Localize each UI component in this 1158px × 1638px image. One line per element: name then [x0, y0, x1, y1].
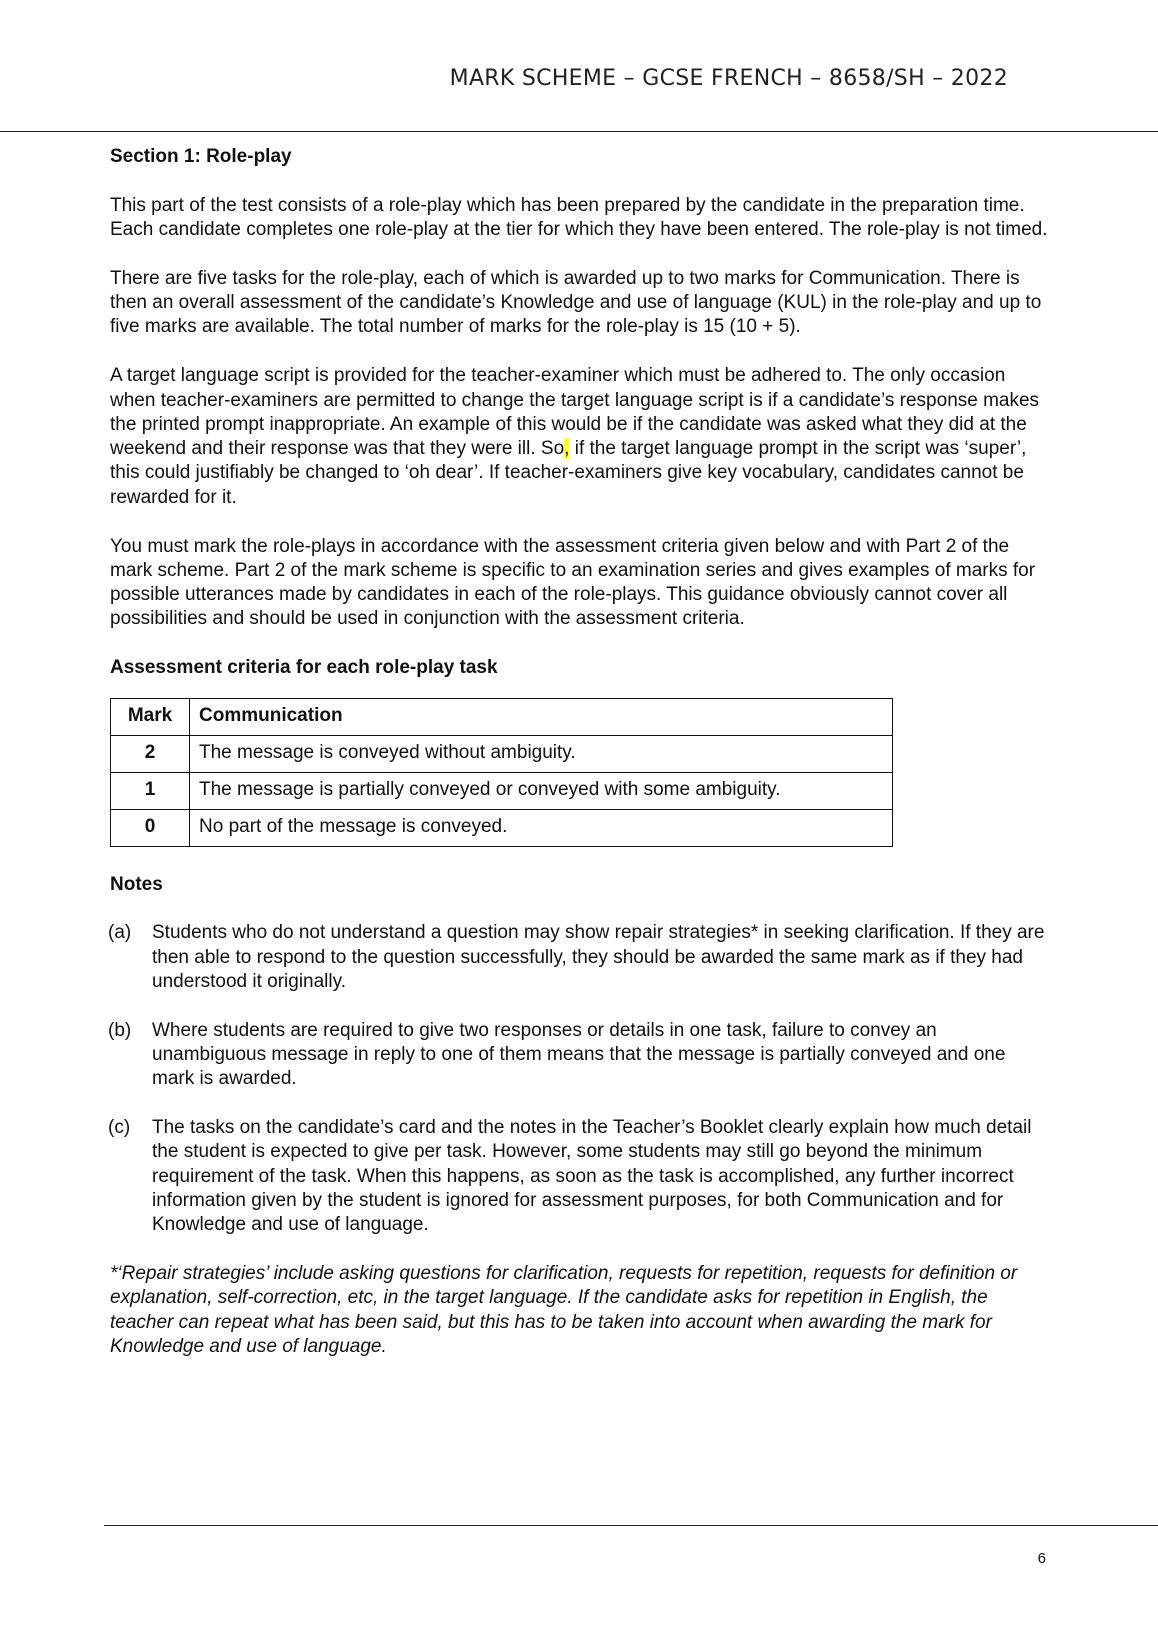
table-row	[111, 735, 893, 772]
column-header-mark: Mark	[111, 698, 190, 735]
note-label: (c)	[108, 1117, 131, 1139]
communication-cell: The message is conveyed without ambiguity.	[190, 735, 893, 772]
column-header-communication: Communication	[190, 698, 893, 735]
mark-cell: 0	[111, 809, 190, 846]
list-item	[110, 921, 1052, 994]
repair-strategies-footnote: *‘Repair strategies’ include asking questions for clarification, requests for repetition, requests for definition or explanation, self-correction, etc, in the target language. If the candidate asks for repetition in English, the teacher can repeat what has been said, but this has to be taken into account when awarding the mark for Knowledge and use of language.	[110, 1263, 1018, 1357]
table-row	[111, 809, 893, 846]
mark-cell: 1	[111, 772, 190, 809]
communication-cell: The message is partially conveyed or conveyed with some ambiguity.	[190, 772, 893, 809]
list-item	[110, 1116, 1052, 1237]
script-paragraph-text-start: A target language script is provided for the teacher-examiner which must be adhered to. The only occasion when teacher-examiners are permitted to change the target language script is if a candidate’s response makes the printed prompt inappropriate. An example of this would be if the candidate was asked what they did at the weekend and their response was that they were ill. So	[110, 365, 1040, 460]
criteria-heading: Assessment criteria for each role-play task	[110, 657, 498, 679]
note-text: Where students are required to give two responses or details in one task, failure to convey an unambiguous message in reply to one of them means that the message is partially conveyed and one mark is awarded.	[152, 1019, 1006, 1090]
table-header-row	[111, 698, 893, 735]
communication-cell: No part of the message is conveyed.	[190, 809, 893, 846]
note-text: Students who do not understand a question may show repair strategies* in seeking clarification. If they are then able to respond to the question successfully, they should be awarded the same mark as if they had understood it originally.	[152, 922, 1045, 992]
note-text: The tasks on the candidate’s card and the notes in the Teacher’s Booklet clearly explain how much detail the student is expected to give per task. However, some students may still go beyond the minimum requirement of the task. When this happens, as soon as the task is accomplished, any further incorrect information given by the student is ignored for assessment purposes, for both Communication and for Knowledge and use of language.	[152, 1117, 1032, 1236]
script-paragraph	[110, 364, 1052, 510]
marking-paragraph: You must mark the role-plays in accordance with the assessment criteria given below and with Part 2 of the mark scheme. Part 2 of the mark scheme is specific to an examination series and gives examples of marks for possible utterances made by candidates in each of the role-plays. This guidance obviously cannot cover all possibilities and should be used in conjunction with the assessment criteria.	[110, 535, 1036, 630]
mark-cell: 2	[111, 735, 190, 772]
script-paragraph-text-end: if the target language prompt in the script was ‘super’, this could justifiably be changed to ‘oh dear’. If teacher-examiners give key vocabulary, candidates cannot be rewarded for it.	[110, 438, 1027, 508]
footer-divider	[104, 1525, 1158, 1526]
header-divider	[0, 131, 1158, 132]
page-number: 6	[1037, 1550, 1046, 1567]
table-row	[111, 772, 893, 809]
notes-heading: Notes	[110, 873, 163, 895]
intro-paragraph: This part of the test consists of a role-play which has been prepared by the candidate in the preparation time. Each candidate completes one role-play at the tier for which they have been entered. The role-play is not timed.	[110, 194, 1048, 241]
section-title: Section 1: Role-play	[110, 146, 292, 167]
highlighted-comma: ,	[564, 438, 570, 460]
criteria-table	[110, 698, 893, 847]
note-label: (a)	[108, 922, 132, 944]
list-item	[110, 1019, 1052, 1092]
note-label: (b)	[108, 1019, 132, 1041]
page-header-title: MARK SCHEME – GCSE FRENCH – 8658/SH – 2022	[449, 66, 1008, 91]
notes-list	[110, 921, 1052, 1237]
tasks-paragraph: There are five tasks for the role-play, each of which is awarded up to two marks for Communication. There is then an overall assessment of the candidate’s Knowledge and use of language (KUL) in the role-play and up to five marks are available. The total number of marks for the role-play is 15 (10 + 5).	[110, 267, 1042, 338]
document-body	[110, 145, 1052, 1384]
